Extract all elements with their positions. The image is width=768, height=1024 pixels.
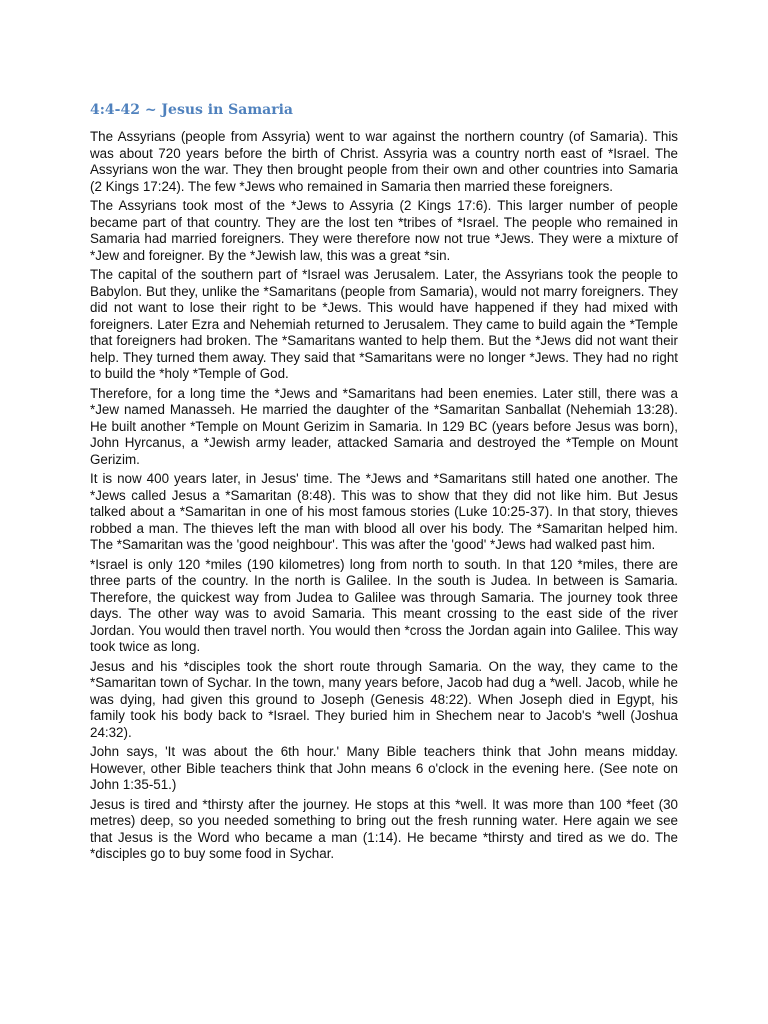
section-heading: 4:4-42 ~ Jesus in Samaria (90, 102, 293, 118)
paragraph-sychar: Jesus and his *disciples took the short route through Samaria. On the way, they came to the *Samaritan town of Sychar. In the town, many years before, Jacob had dug a *well. Jacob, while he was dying, had given this ground to Joseph (Genesis 48:22). When Joseph died in Egypt, his family took his body back to *Israel. They buried him in Shechem near to Jacob's *well (Joshua 24:32). (90, 658, 678, 740)
paragraph-assyrian-war: The Assyrians (people from Assyria) went to war against the northern country (of Samaria). This was about 720 years before the birth of Christ. Assyria was a country north east of *Israel. The Assyrians won the war. They then brought people from their own and other countries into Samaria (2 Kings 17:24). The few *Jews who remained in Samaria then married these foreigners. (90, 129, 678, 194)
paragraph-enemies: Therefore, for a long time the *Jews and *Samaritans had been enemies. Later still, there was a *Jew named Manasseh. He married the daughter of the *Samaritan Sanballat (Nehemiah 13:28). He built another *Temple on Mount Gerizim in Samaria. In 129 BC (years before Jesus was born), John Hyrcanus, a *Jewish army leader, attacked Samaria and destroyed the *Temple on Mount Gerizim. (90, 385, 678, 467)
paragraph-jerusalem-temple: The capital of the southern part of *Israel was Jerusalem. Later, the Assyrians took the people to Babylon. But they, unlike the *Samaritans (people from Samaria), would not marry foreigners. They did not want to lose their right to be *Jews. This would have happened if they had mixed with foreigners. Later Ezra and Nehemiah returned to Jerusalem. They came to build again the *Temple that foreigners had broken. The *Samaritans wanted to help them. But the *Jews did not want their help. They turned them away. They said that *Samaritans were no longer *Jews. They had no right to build the *holy *Temple of God. (90, 267, 678, 381)
paragraph-geography: *Israel is only 120 *miles (190 kilometres) long from north to south. In that 120 *miles, there are three parts of the country. In the north is Galilee. In the south is Judea. In between is Samaria. Therefore, the quickest way from Judea to Galilee was through Samaria. The journey took three days. The other way was to avoid Samaria. This meant crossing to the east side of the river Jordan. You would then travel north. You would then *cross the Jordan again into Galilee. This way took twice as long. (90, 556, 678, 654)
document-page (90, 100, 678, 866)
paragraph-well: Jesus is tired and *thirsty after the journey. He stops at this *well. It was more than 100 *feet (30 metres) deep, so you needed something to bring out the fresh running water. Here again we see that Jesus is the Word who became a man (1:14). He became *thirsty and tired as we do. The *disciples go to buy some food in Sychar. (90, 796, 678, 861)
paragraph-sixth-hour: John says, 'It was about the 6th hour.' Many Bible teachers think that John means midday. However, other Bible teachers think that John means 6 o'clock in the evening here. (See note on John 1:35-51.) (90, 744, 678, 792)
paragraph-lost-tribes: The Assyrians took most of the *Jews to Assyria (2 Kings 17:6). This larger number of people became part of that country. They are the lost ten *tribes of *Israel. The people who remained in Samaria had married foreigners. They were therefore now not true *Jews. They were a mixture of *Jew and foreigner. By the *Jewish law, this was a great *sin. (90, 198, 678, 263)
paragraph-jesus-time: It is now 400 years later, in Jesus' time. The *Jews and *Samaritans still hated one another. The *Jews called Jesus a *Samaritan (8:48). This was to show that they did not like him. But Jesus talked about a *Samaritan in one of his most famous stories (Luke 10:25-37). In that story, thieves robbed a man. The thieves left the man with blood all over his body. The *Samaritan helped him. The *Samaritan was the 'good neighbour'. This was after the 'good' *Jews had walked past him. (90, 471, 678, 552)
